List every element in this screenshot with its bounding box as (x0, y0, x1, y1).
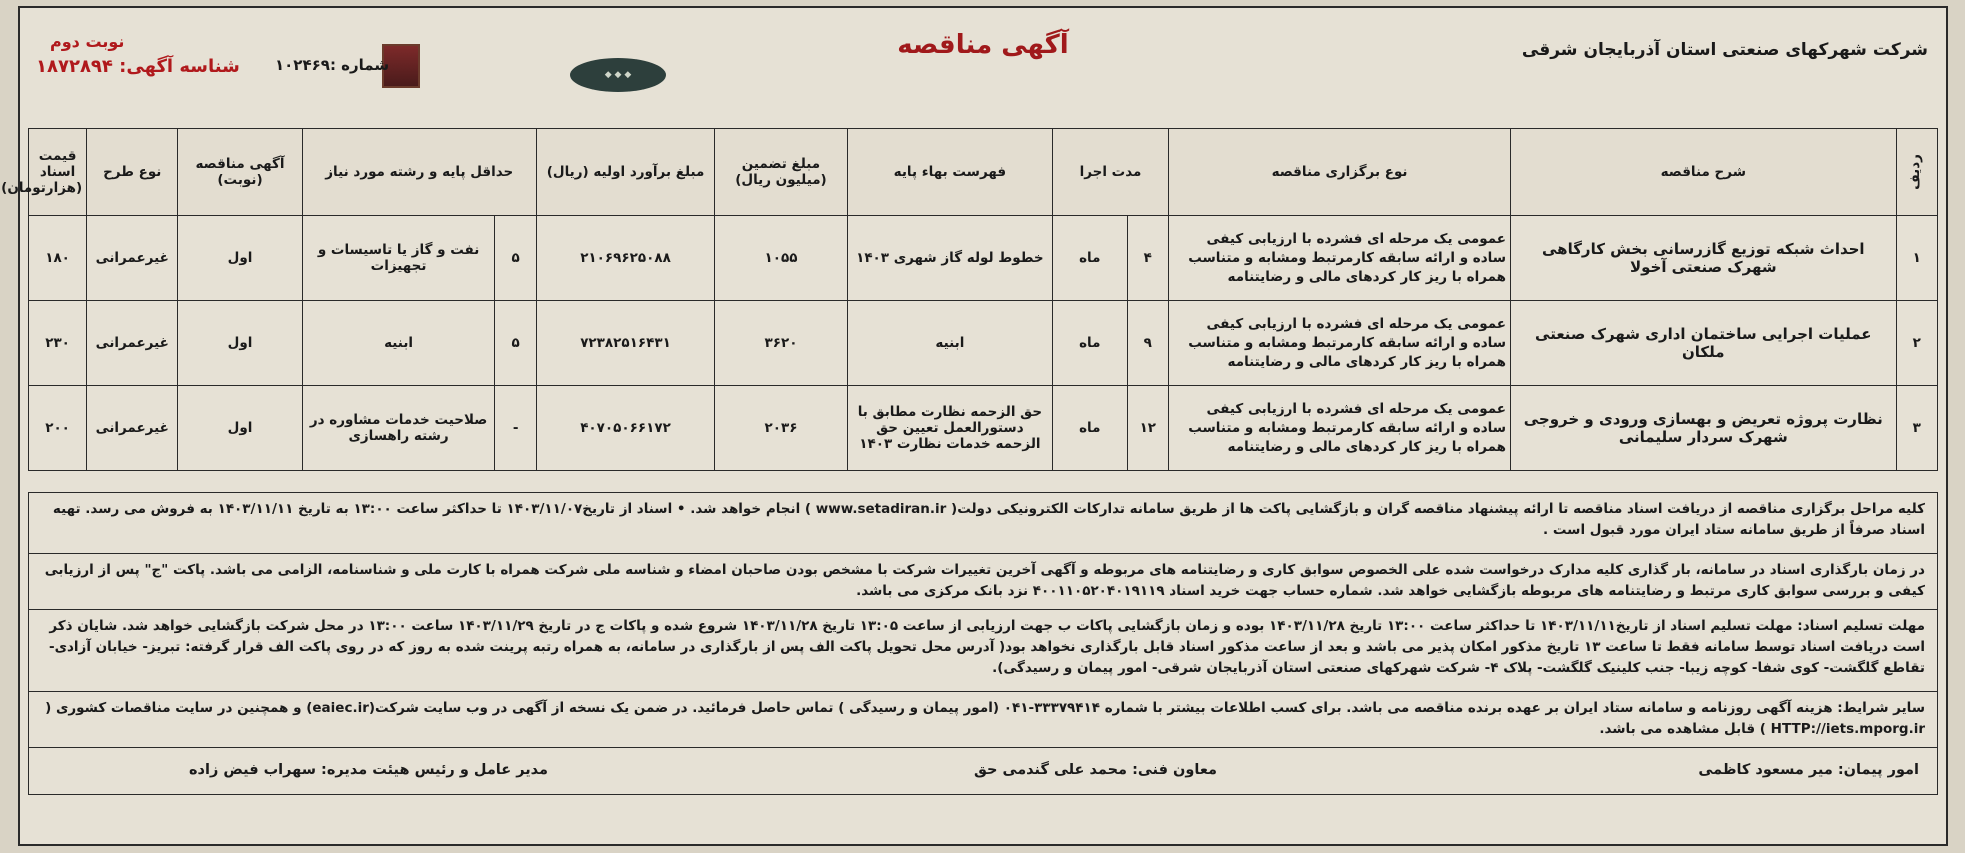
col-doc-price: قیمت اسناد (هزارتومان) (29, 129, 87, 216)
signature-technical: معاون فنی: محمد علی گندمی حق (973, 762, 1217, 778)
cell-ad-round: اول (178, 301, 302, 386)
tender-table (1, 128, 1938, 471)
note-other-terms: سایر شرایط: هزینه آگهی روزنامه و سامانه ستاد ایران بر عهده برنده مناقصه می باشد. برای کسب اطلاعات بیشتر با شماره ۳۳۳۷۹۴۱۴-۰۴۱ (امور پیمان و رسیدگی ) تماس حاصل فرمائید. در ضمن یک نسخه از آگهی در وب سایت شرکت(eaiec.ir) و همچنین در سایت مناقصات کشوری ( HTTP://iets.mporg.ir ) قابل مشاهده می باشد. (28, 692, 1938, 748)
col-grade: حداقل پایه و رشته مورد نیاز (302, 129, 536, 216)
table-row (29, 301, 1938, 386)
tender-notice (1, 6, 1948, 846)
notice-round: نوبت دوم (50, 32, 125, 51)
cell-type: عمومی یک مرحله ای فشرده با ارزیابی کیفی ساده و ارائه سابقه کارمرتبط ومشابه و متناسب همراه با ریز کار کردهای مالی و رضایتنامه (1169, 216, 1511, 301)
col-pricelist: فهرست بهاء پایه (847, 129, 1052, 216)
col-plan-type: نوع طرح (87, 129, 178, 216)
cell-type: عمومی یک مرحله ای فشرده با ارزیابی کیفی ساده و ارائه سابقه کارمرتبط ومشابه و متناسب همراه با ریز کار کردهای مالی و رضایتنامه (1169, 301, 1511, 386)
cell-row: ۱ (1896, 216, 1937, 301)
cell-row: ۳ (1896, 386, 1937, 471)
cell-desc: نظارت پروژه تعریض و بهسازی ورودی و خروجی شهرک سردار سلیمانی (1511, 386, 1897, 471)
cell-pricelist: ابنیه (847, 301, 1052, 386)
cell-duration-num: ۱۲ (1127, 386, 1168, 471)
note-deadline: مهلت تسلیم اسناد: مهلت تسلیم اسناد از تاریخ۱۴۰۳/۱۱/۱۱ تا حداکثر ساعت ۱۳:۰۰ تاریخ ۱۴۰۳/۱۱/۲۸ بوده و زمان بازگشایی پاکات ب جهت ارزیابی از ساعت ۱۳:۰۵ تاریخ ۱۴۰۳/۱۱/۲۸ شروع شده و پاکات ج در تاریخ ۱۴۰۳/۱۱/۲۹ ساعت ۱۳:۰۰ در محل شرکت بازگشایی خواهد شد. شایان ذکر است دریافت اسناد توسط سامانه فقط تا ساعت ۱۳ تاریخ مذکور امکان پذیر می باشد و بعد از ساعت مذکور اسناد قابل بارگذاری نخواهد بود( آدرس محل تحویل پاکت الف پس از بارگذاری در سامانه، به همراه رتبه پرینت شده به روز که در روی پاکت الف قرار گرفته: تبریز- خیابان آزادی- تقاطع گلگشت- کوی شفا- کوچه زیبا- جنب کلینیک گلگشت- پلاک ۴- شرکت شهرکهای صنعتی استان آذربایجان شرقی- امور پیمان و رسیدگی). (28, 610, 1938, 692)
cell-desc: عملیات اجرایی ساختمان اداری شهرک صنعتی ملکان (1511, 301, 1897, 386)
cell-estimate: ۲۱۰۶۹۶۲۵۰۸۸ (536, 216, 714, 301)
col-desc: شرح مناقصه (1511, 129, 1897, 216)
cell-duration-unit: ماه (1052, 216, 1127, 301)
cell-duration-unit: ماه (1052, 301, 1127, 386)
cell-grade-field: صلاحیت خدمات مشاوره در رشته راهسازی (302, 386, 495, 471)
table-row (29, 386, 1938, 471)
cell-guarantee: ۳۶۲۰ (715, 301, 848, 386)
note-procedure: کلیه مراحل برگزاری مناقصه از دریافت اسناد مناقصه تا ارائه پیشنهاد مناقصه گران و بازگشایی پاکت ها از طریق سامانه تدارکات الکترونیکی دولت( www.setadiran.ir ) انجام خواهد شد. • اسناد از تاریخ۱۴۰۳/۱۱/۰۷ تا حداکثر ساعت ۱۳:۰۰ به تاریخ ۱۴۰۳/۱۱/۱۱ به فروش می رسد. تهیه اسناد صرفاً از طریق سامانه ستاد ایران مورد قبول است . (28, 492, 1938, 554)
cell-grade-num: - (495, 386, 536, 471)
cell-pricelist: خطوط لوله گاز شهری ۱۴۰۳ (847, 216, 1052, 301)
signature-contracts: امور پیمان: میر مسعود کاظمی (1698, 762, 1919, 778)
col-row: ردیف (1896, 129, 1937, 216)
cell-grade-num: ۵ (495, 301, 536, 386)
cell-plan-type: غیرعمرانی (87, 301, 178, 386)
signatures (28, 748, 1938, 795)
notes-section (28, 492, 1938, 795)
notice-number: شماره :۱۰۲۴۶۹ (275, 56, 390, 74)
cell-row: ۲ (1896, 301, 1937, 386)
col-type: نوع برگزاری مناقصه (1169, 129, 1511, 216)
cell-duration-num: ۹ (1127, 301, 1168, 386)
cell-guarantee: ۱۰۵۵ (715, 216, 848, 301)
decorative-emblem-icon: ◆ ◆ ◆ (570, 58, 666, 92)
cell-estimate: ۴۰۷۰۵۰۶۶۱۷۲ (536, 386, 714, 471)
notice-id: شناسه آگهی: ۱۸۷۲۸۹۴ (36, 56, 240, 77)
cell-doc-price: ۲۰۰ (29, 386, 87, 471)
col-estimate: مبلغ برآورد اولیه (ریال) (536, 129, 714, 216)
cell-plan-type: غیرعمرانی (87, 216, 178, 301)
cell-grade-field: نفت و گاز یا تاسیسات و تجهیزات (302, 216, 495, 301)
col-ad-round: آگهی مناقصه (نوبت) (178, 129, 302, 216)
col-guarantee: مبلغ تضمین (میلیون ریال) (715, 129, 848, 216)
cell-plan-type: غیرعمرانی (87, 386, 178, 471)
table-row (29, 216, 1938, 301)
cell-ad-round: اول (178, 216, 302, 301)
cell-pricelist: حق الزحمه نظارت مطابق با دستورالعمل تعیین حق الزحمه خدمات نظارت ۱۴۰۳ (847, 386, 1052, 471)
cell-ad-round: اول (178, 386, 302, 471)
cell-estimate: ۷۲۳۸۲۵۱۶۴۳۱ (536, 301, 714, 386)
cell-guarantee: ۲۰۳۶ (715, 386, 848, 471)
cell-grade-field: ابنیه (302, 301, 495, 386)
note-documents: در زمان بارگذاری اسناد در سامانه، بار گذاری کلیه مدارک درخواست شده علی الخصوص سوابق کاری و رضایتنامه های مربوطه و آگهی آخرین تغییرات شرکت با مشخص بودن صاحبان امضاء و شناسه ملی شرکت همراه با کارت ملی و شناسنامه، الزامی می باشد. پاکت "ج" پس از ارزیابی کیفی و بررسی سوابق کاری مرتبط و رضایتنامه های مربوطه بازگشایی خواهد شد. شماره حساب جهت خرید اسناد ۴۰۰۱۱۰۵۲۰۴۰۱۹۱۱۹ نزد بانک مرکزی می باشد. (28, 554, 1938, 610)
cell-type: عمومی یک مرحله ای فشرده با ارزیابی کیفی ساده و ارائه سابقه کارمرتبط ومشابه و متناسب همراه با ریز کار کردهای مالی و رضایتنامه (1169, 386, 1511, 471)
col-duration: مدت اجرا (1052, 129, 1168, 216)
cell-doc-price: ۱۸۰ (29, 216, 87, 301)
company-name: شرکت شهرکهای صنعتی استان آذربایجان شرقی (1521, 40, 1928, 60)
signature-ceo: مدیر عامل و رئیس هیئت مدیره: سهراب فیض زاده (189, 762, 549, 778)
notice-title: آگهی مناقصه (897, 30, 1069, 60)
cell-duration-num: ۴ (1127, 216, 1168, 301)
table-header-row (29, 129, 1938, 216)
header (20, 8, 1946, 86)
cell-doc-price: ۲۳۰ (29, 301, 87, 386)
cell-grade-num: ۵ (495, 216, 536, 301)
cell-duration-unit: ماه (1052, 386, 1127, 471)
cell-desc: احداث شبکه توزیع گازرسانی بخش کارگاهی شهرک صنعتی آخولا (1511, 216, 1897, 301)
